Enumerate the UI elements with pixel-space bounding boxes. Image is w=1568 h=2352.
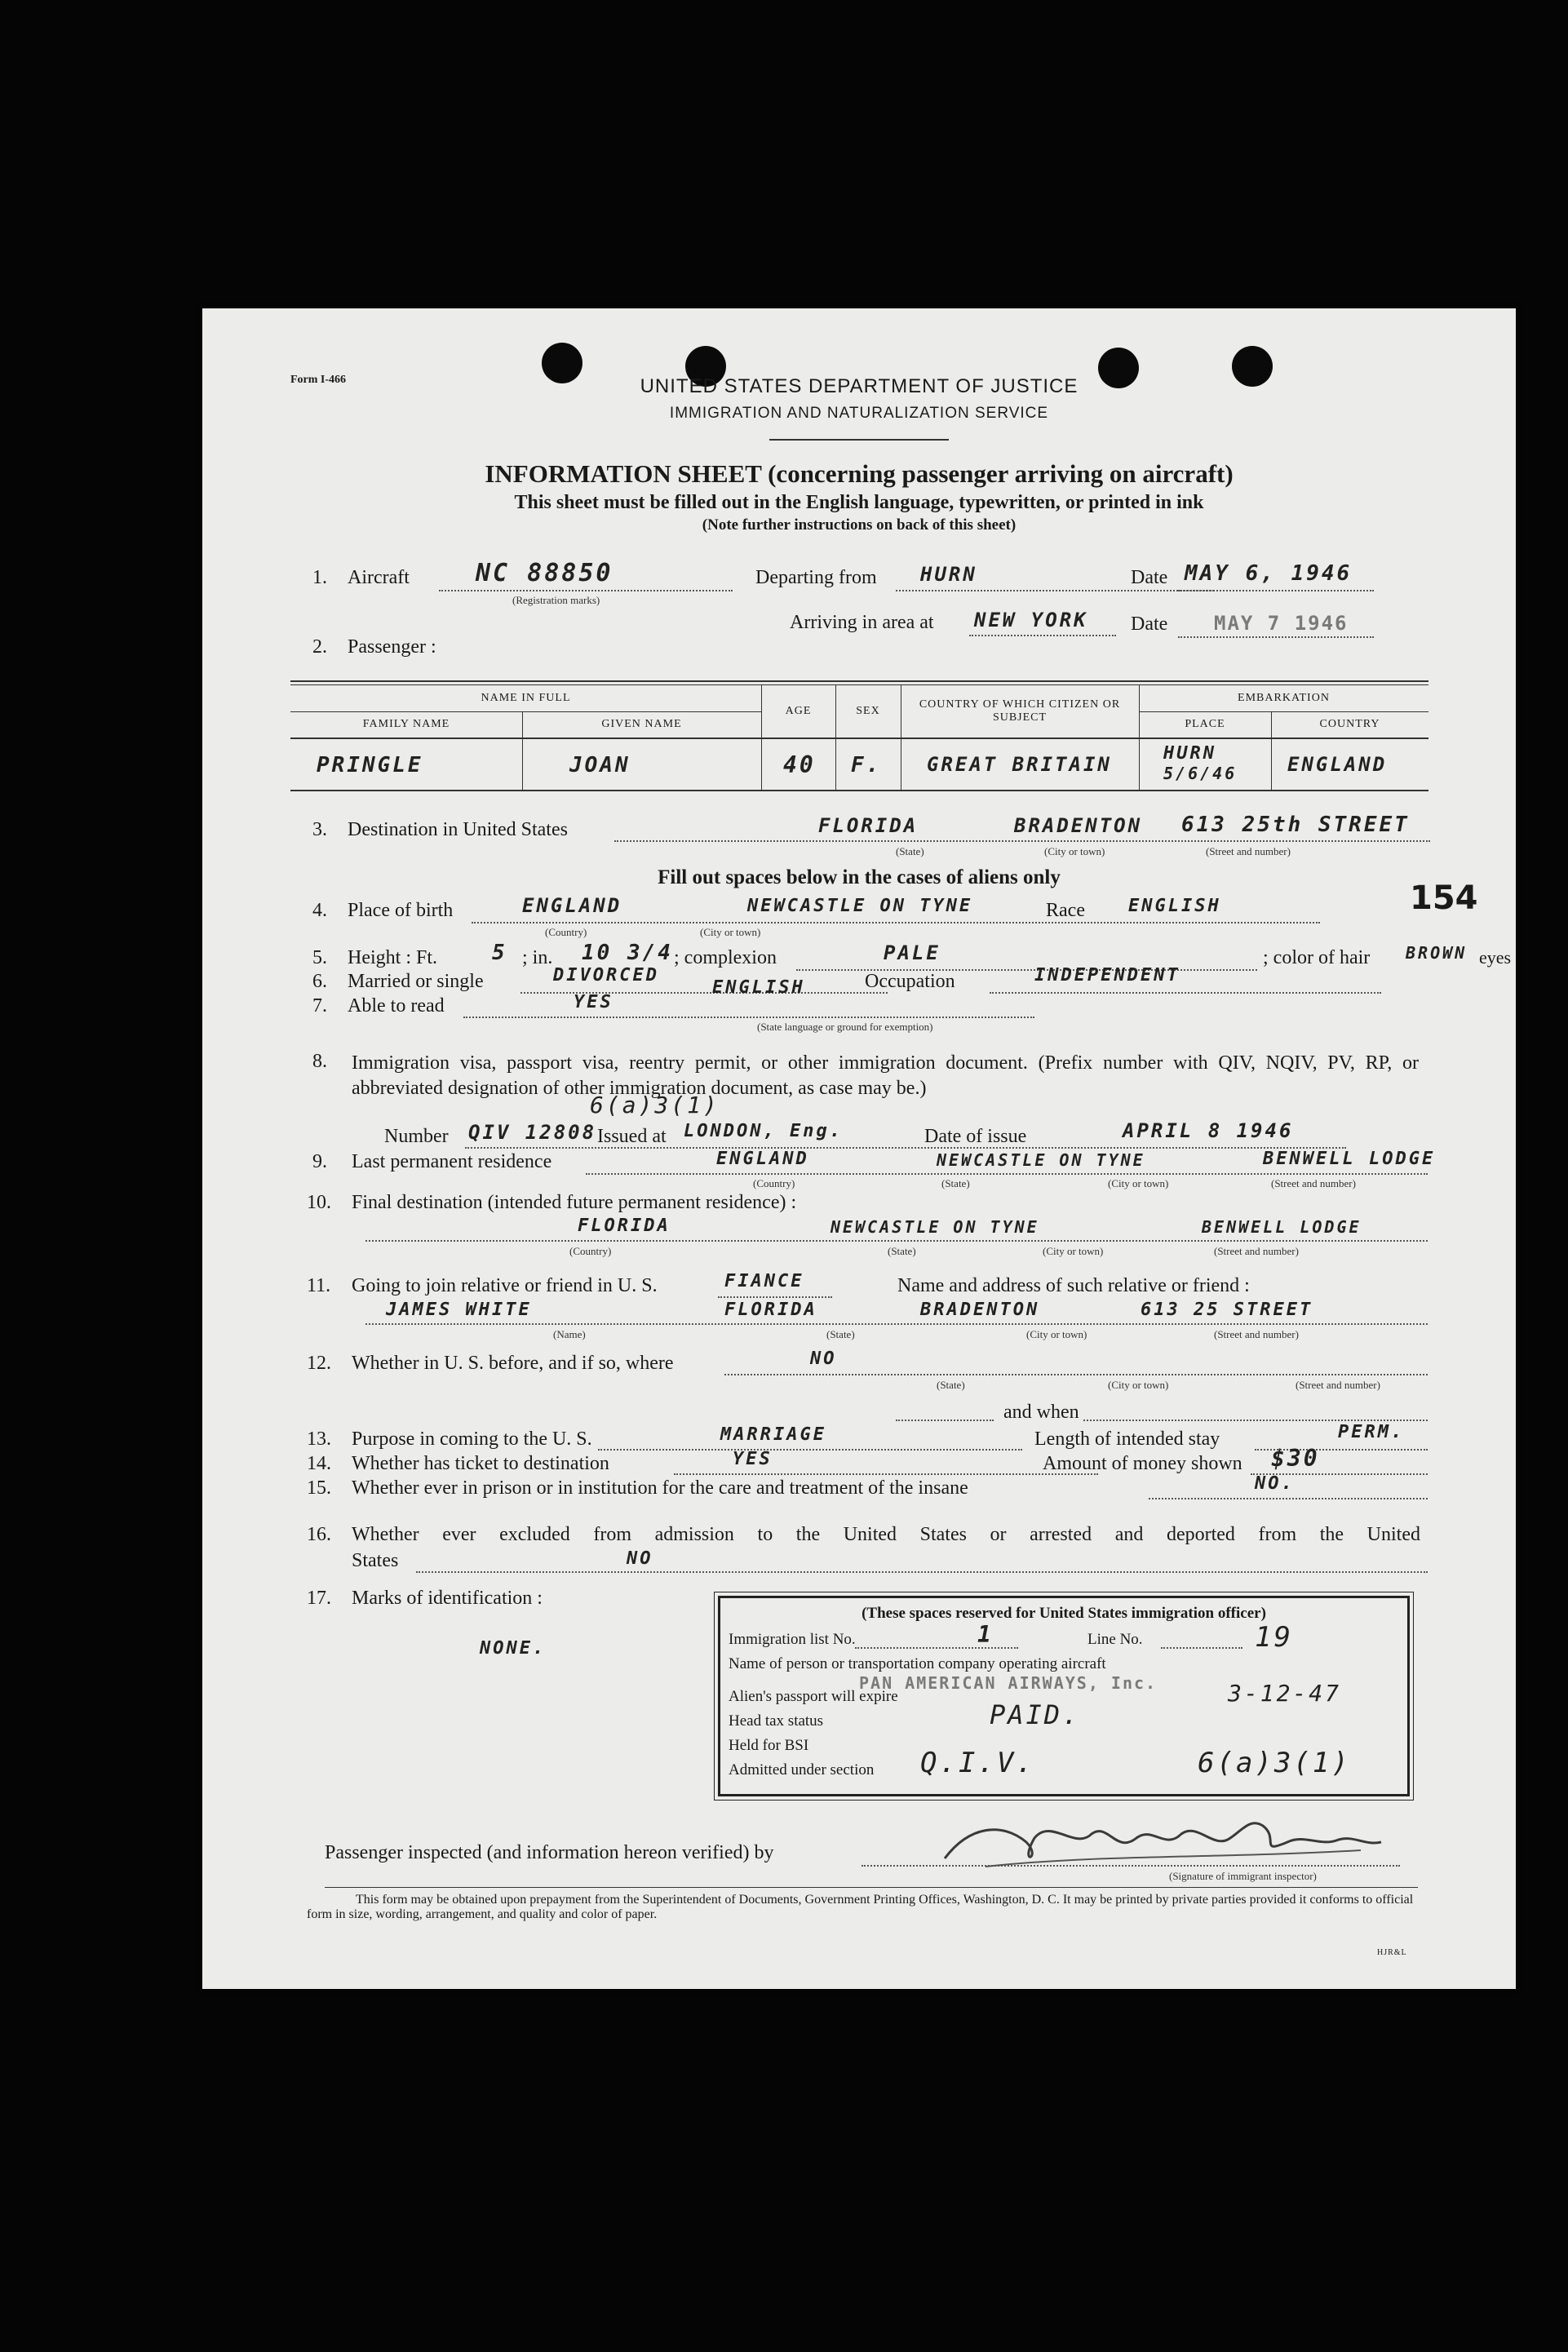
fill-line	[463, 1017, 1034, 1018]
header-given-name: GIVEN NAME	[601, 718, 682, 730]
complexion-value: PALE	[884, 941, 941, 964]
language-value: ENGLISH	[712, 977, 805, 998]
residence-country: ENGLAND	[716, 1149, 809, 1169]
destination-state: FLORIDA	[818, 814, 919, 837]
fill-line	[1083, 1420, 1428, 1421]
fill-line	[1149, 1498, 1428, 1499]
passenger-label: Passenger :	[348, 636, 436, 658]
item-number: 13.	[307, 1428, 331, 1450]
marks-value: NONE.	[480, 1638, 547, 1659]
caption: (City or town)	[1108, 1379, 1169, 1391]
caption: (State)	[937, 1379, 965, 1391]
list-number: 1	[977, 1621, 994, 1648]
rule	[769, 439, 949, 441]
birth-city: NEWCASTLE ON TYNE	[747, 896, 973, 916]
fill-line	[439, 590, 733, 591]
caption: (Country)	[753, 1177, 795, 1189]
item-number: 17.	[307, 1588, 331, 1609]
item-number: 2.	[312, 636, 327, 658]
caption: (Country)	[569, 1245, 612, 1257]
money-value: $30	[1271, 1445, 1320, 1472]
fill-line	[896, 1420, 994, 1421]
able-to-read-label: Able to read	[348, 995, 445, 1017]
embarkation-place-value: HURN	[1163, 743, 1216, 764]
fill-line	[990, 992, 1381, 994]
caption: (City or town)	[1108, 1177, 1169, 1189]
caption: (State)	[826, 1328, 855, 1340]
excluded-label: Whether ever excluded from admission to the United States or arrested and deported from the United	[352, 1524, 1420, 1545]
sex-value: F.	[851, 753, 882, 777]
operator-stamp: PAN AMERICAN AIRWAYS, Inc.	[859, 1673, 1158, 1693]
race-label: Race	[1046, 900, 1085, 921]
purpose-value: MARRIAGE	[720, 1424, 826, 1445]
admitted-label: Admitted under section	[729, 1761, 875, 1778]
marital-status: DIVORCED	[553, 965, 659, 986]
marks-label: Marks of identification :	[352, 1588, 543, 1609]
header-country: COUNTRY	[1319, 718, 1380, 730]
item-number: 10.	[307, 1192, 331, 1213]
line-number: 19	[1255, 1621, 1293, 1654]
embarkation-date-note: 5/6/46	[1163, 764, 1238, 783]
fill-line	[1178, 590, 1374, 591]
bsi-label: Held for BSI	[729, 1737, 809, 1754]
form-number: Form I-466	[290, 374, 347, 386]
item-number: 5.	[312, 947, 327, 968]
header-embarkation: EMBARKATION	[1238, 692, 1330, 704]
given-name-value: JOAN	[569, 753, 631, 777]
fill-line	[365, 1240, 1428, 1242]
fill-line	[1178, 636, 1374, 638]
caption: (City or town)	[1026, 1328, 1087, 1340]
caption: (Street and number)	[1271, 1177, 1356, 1189]
item-number: 14.	[307, 1453, 331, 1474]
birthplace-label: Place of birth	[348, 900, 454, 921]
line-label: Line No.	[1087, 1631, 1143, 1648]
ticket-label: Whether has ticket to destination	[352, 1453, 609, 1474]
form-sheet	[202, 308, 1516, 1989]
item-number: 7.	[312, 995, 327, 1017]
caption: (State)	[941, 1177, 970, 1189]
height-label: Height : Ft.	[348, 947, 438, 968]
stay-value: PERM.	[1338, 1422, 1405, 1442]
header-family-name: FAMILY NAME	[362, 718, 450, 730]
caption: (Street and number)	[1214, 1328, 1299, 1340]
complexion-label: ; complexion	[674, 947, 777, 968]
height-feet: 5	[492, 941, 507, 965]
destination-label: Destination in United States	[348, 819, 568, 840]
caption: (State)	[888, 1245, 916, 1257]
relative-label: Going to join relative or friend in U. S.	[352, 1275, 658, 1296]
footer-note: This form may be obtained upon prepayment from the Superintendent of Documents, Government Printing Offices, Washington, D. C. It may be printed by private parties provided it conforms to official form in size, wording, arrangement, and quality and color of paper.	[307, 1893, 1414, 1921]
department-heading: UNITED STATES DEPARTMENT OF JUSTICE	[640, 375, 1079, 397]
caption: (Street and number)	[1214, 1245, 1299, 1257]
departure-date: MAY 6, 1946	[1185, 561, 1353, 586]
visa-section-note: 6(a)3(1)	[590, 1092, 720, 1118]
item-number: 11.	[307, 1275, 331, 1296]
visa-number: QIV 12808	[468, 1121, 597, 1144]
birth-country: ENGLAND	[522, 894, 622, 917]
race-value: ENGLISH	[1128, 896, 1221, 916]
final-street: BENWELL LODGE	[1202, 1217, 1362, 1237]
stay-label: Length of intended stay	[1034, 1428, 1220, 1450]
item-number: 6.	[312, 971, 327, 992]
caption: (City or town)	[1044, 845, 1105, 857]
when-label: and when	[1003, 1402, 1079, 1423]
item-number: 3.	[312, 819, 327, 840]
aircraft-value: NC 88850	[476, 559, 613, 587]
footer-rule	[325, 1887, 1418, 1888]
caption: (City or town)	[1043, 1245, 1104, 1257]
final-destination-label: Final destination (intended future permanent residence) :	[352, 1192, 797, 1213]
item-number: 15.	[307, 1477, 331, 1499]
arriving-label: Arriving in area at	[790, 612, 934, 633]
stamped-number: 154	[1410, 879, 1478, 917]
item-number: 12.	[307, 1353, 331, 1374]
item-number: 1.	[312, 567, 327, 588]
family-name-value: PRINGLE	[317, 753, 423, 777]
inspected-label: Passenger inspected (and information hereon verified) by	[325, 1842, 774, 1863]
caption: (Street and number)	[1206, 845, 1291, 857]
previous-visit-value: NO	[810, 1349, 837, 1369]
page-subtitle: This sheet must be filled out in the English language, typewritten, or printed in ink	[514, 492, 1204, 513]
hair-label: ; color of hair	[1263, 947, 1371, 968]
officer-box-title: (These spaces reserved for United States immigration officer)	[862, 1605, 1266, 1622]
caption: (Name)	[553, 1328, 586, 1340]
list-label: Immigration list No.	[729, 1631, 856, 1648]
final-state: NEWCASTLE ON TYNE	[831, 1217, 1039, 1237]
fill-line	[472, 922, 1320, 924]
passport-label: Alien's passport will expire	[729, 1688, 898, 1705]
registration-caption: (Registration marks)	[512, 594, 600, 606]
prison-label: Whether ever in prison or in institution for the care and treatment of the insane	[352, 1477, 968, 1499]
marital-label: Married or single	[348, 971, 484, 992]
relative-name-label: Name and address of such relative or friend :	[897, 1275, 1250, 1296]
fill-line	[718, 1296, 832, 1298]
age-value: 40	[783, 751, 816, 778]
tax-value: PAID.	[990, 1699, 1081, 1730]
tax-label: Head tax status	[729, 1712, 824, 1730]
ticket-value: YES	[733, 1449, 773, 1469]
money-label: Amount of money shown	[1043, 1453, 1242, 1474]
relation-value: FIANCE	[724, 1271, 804, 1291]
departing-value: HURN	[920, 563, 977, 586]
date-label: Date	[1131, 613, 1168, 635]
fill-line	[674, 1473, 1098, 1475]
residence-label: Last permanent residence	[352, 1151, 552, 1172]
purpose-label: Purpose in coming to the U. S.	[352, 1428, 592, 1450]
inspector-signature	[937, 1809, 1393, 1875]
item-number: 9.	[312, 1151, 327, 1172]
embarkation-country-value: ENGLAND	[1287, 753, 1388, 776]
caption: (State)	[896, 845, 924, 857]
relative-city: BRADENTON	[920, 1300, 1040, 1320]
date-label: Date	[1131, 567, 1168, 588]
aircraft-label: Aircraft	[348, 567, 410, 588]
caption: (Country)	[545, 926, 587, 938]
previous-visit-label: Whether in U. S. before, and if so, where	[352, 1353, 674, 1374]
header-country-citizen: COUNTRY OF WHICH CITIZEN OR SUBJECT	[919, 698, 1121, 724]
header-sex: SEX	[856, 705, 880, 717]
printer-mark: HJR&L	[1377, 1948, 1407, 1957]
signature-caption: (Signature of immigrant inspector)	[1169, 1870, 1317, 1882]
prison-value: NO.	[1255, 1473, 1295, 1494]
height-inches: 10 3/4	[582, 941, 673, 965]
issued-value: LONDON, Eng.	[684, 1121, 843, 1141]
citizenship-value: GREAT BRITAIN	[927, 753, 1112, 776]
operator-label: Name of person or transportation company operating aircraft	[729, 1655, 1106, 1672]
header-age: AGE	[785, 705, 812, 717]
header-place: PLACE	[1185, 718, 1225, 730]
departing-label: Departing from	[755, 567, 877, 588]
fill-line	[365, 1323, 1428, 1325]
date-issue-label: Date of issue	[924, 1126, 1027, 1147]
inches-label: ; in.	[522, 947, 553, 968]
fill-line	[416, 1571, 1428, 1573]
fill-line	[614, 840, 1430, 842]
occupation-label: Occupation	[865, 971, 955, 992]
caption: (City or town)	[700, 926, 761, 938]
residence-street: BENWELL LODGE	[1263, 1149, 1436, 1169]
excluded-label-cont: States	[352, 1550, 399, 1571]
excluded-value: NO	[627, 1548, 653, 1569]
occupation-value: INDEPENDENT	[1034, 965, 1180, 986]
admitted-class: Q.I.V.	[920, 1747, 1035, 1779]
passport-expiry: 3-12-47	[1228, 1680, 1342, 1707]
instructions-note: (Note further instructions on back of this sheet)	[702, 516, 1017, 534]
service-heading: IMMIGRATION AND NATURALIZATION SERVICE	[669, 405, 1049, 422]
relative-name: JAMES WHITE	[386, 1300, 532, 1320]
arriving-value: NEW YORK	[974, 609, 1088, 631]
item-number: 4.	[312, 900, 327, 921]
header-name-in-full: NAME IN FULL	[481, 692, 571, 704]
fill-line	[969, 635, 1116, 636]
final-country: FLORIDA	[578, 1216, 671, 1236]
issue-date: APRIL 8 1946	[1123, 1119, 1294, 1142]
destination-street: 613 25th STREET	[1181, 813, 1410, 837]
destination-city: BRADENTON	[1014, 814, 1143, 837]
arrival-date-stamp: MAY 7 1946	[1214, 612, 1349, 635]
relative-street: 613 25 STREET	[1141, 1300, 1313, 1320]
able-to-read-value: YES	[574, 992, 613, 1012]
residence-city: NEWCASTLE ON TYNE	[937, 1150, 1145, 1170]
relative-state: FLORIDA	[724, 1300, 817, 1320]
fill-line	[598, 1449, 1022, 1451]
fill-line	[586, 1173, 1428, 1175]
fill-line	[896, 590, 1214, 591]
officer-box	[718, 1596, 1410, 1796]
fill-line	[724, 1374, 1428, 1375]
document-instructions: Immigration visa, passport visa, reentry permit, or other immigration document. (Prefix number with QIV, NQIV, PV, RP, or abbreviated designation of other immigration document, as case may be.)	[352, 1052, 1419, 1099]
caption: (Street and number)	[1296, 1379, 1380, 1391]
issued-label: Issued at	[597, 1126, 667, 1147]
number-label: Number	[384, 1126, 449, 1147]
page-title: INFORMATION SHEET (concerning passenger arriving on aircraft)	[485, 459, 1234, 488]
item-number: 8.	[312, 1051, 327, 1072]
admitted-section: 6(a)3(1)	[1198, 1747, 1351, 1779]
hair-value: BROWN	[1406, 943, 1468, 963]
item-number: 16.	[307, 1524, 331, 1545]
eyes-label: eyes	[1479, 947, 1512, 968]
caption: (State language or ground for exemption)	[757, 1021, 933, 1033]
aliens-heading: Fill out spaces below in the cases of aliens only	[658, 866, 1061, 888]
